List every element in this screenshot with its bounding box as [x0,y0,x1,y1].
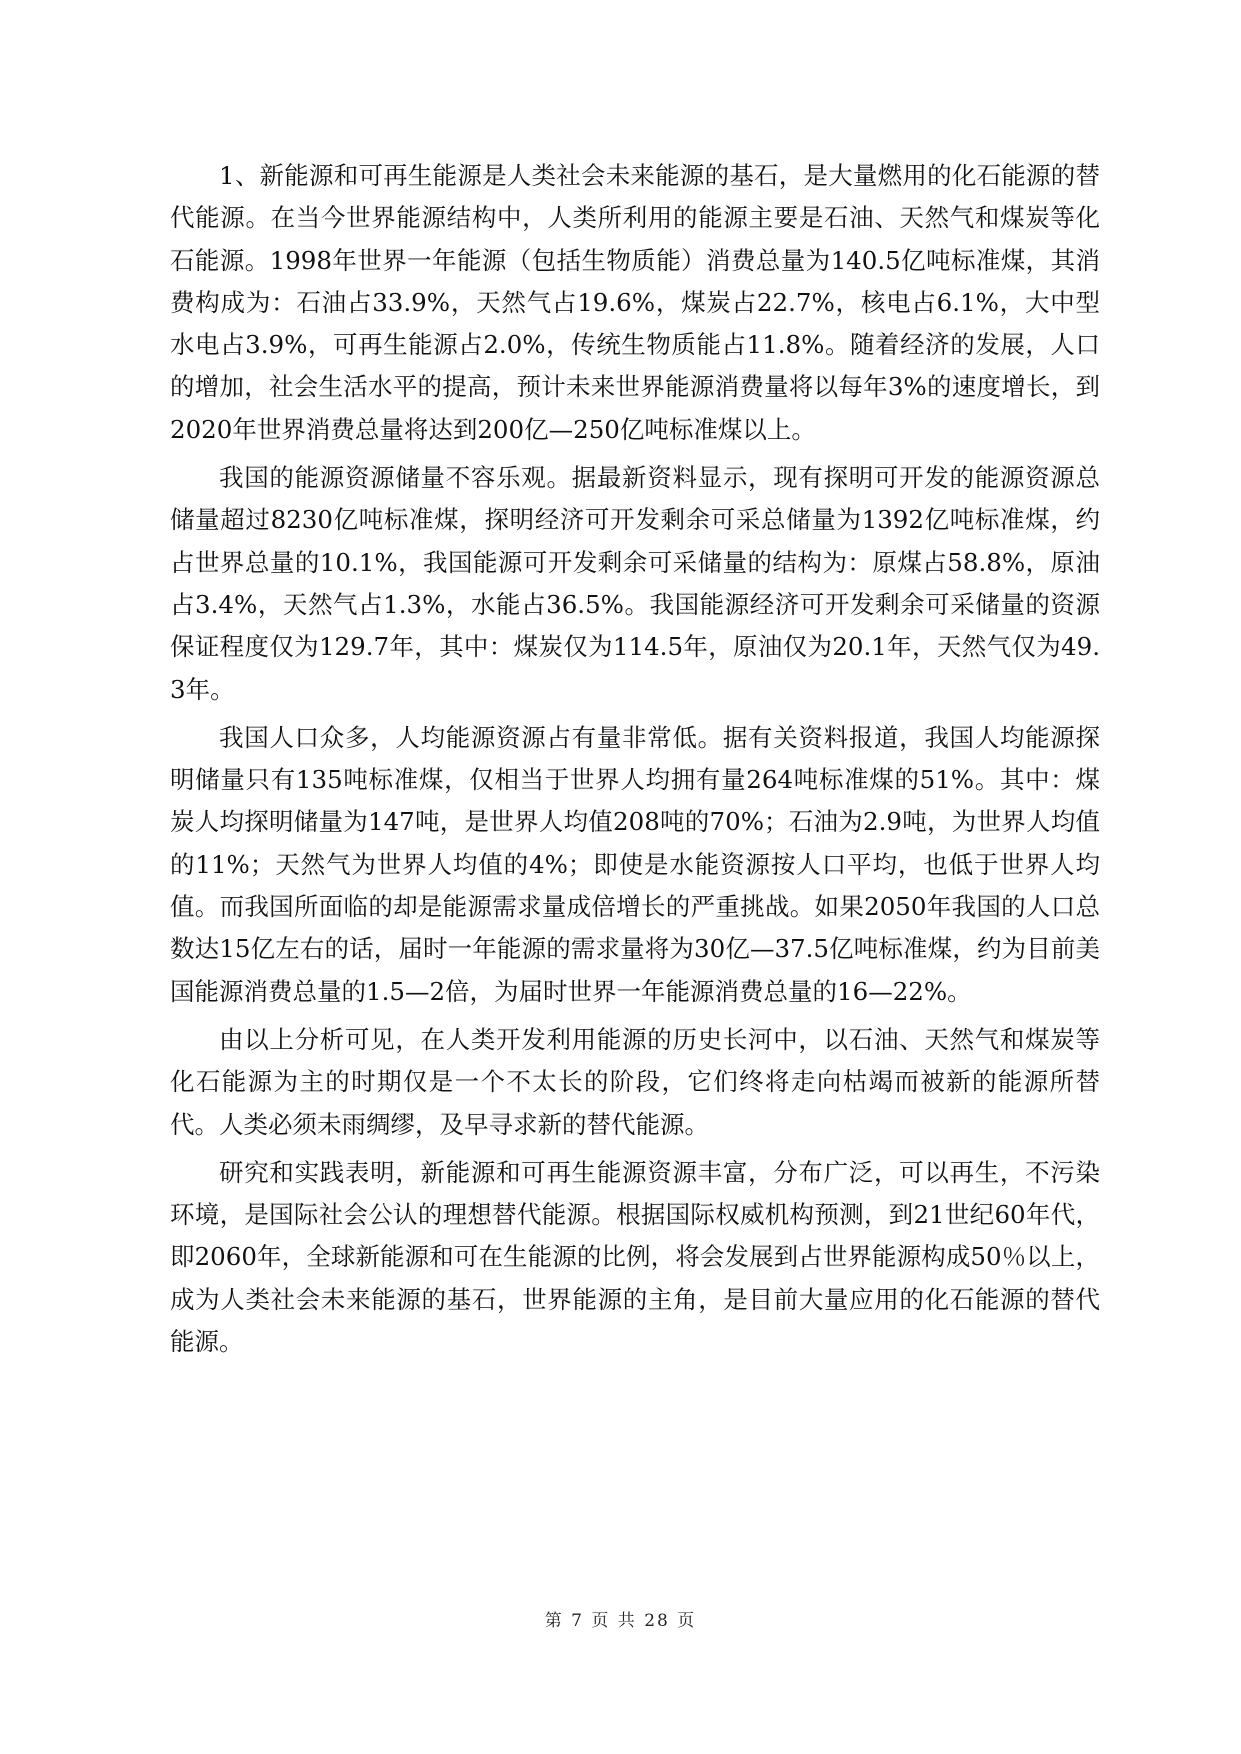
paragraph-1: 1、新能源和可再生能源是人类社会未来能源的基石，是大量燃用的化石能源的替代能源。在当今世界能源结构中，人类所利用的能源主要是石油、天然气和煤炭等化石能源。1998年世界一年能源（包括生物质能）消费总量为140.5亿吨标准煤，其消费构成为：石油占33.9%，天然气占19.6%，煤炭占22.7%，核电占6.1%，大中型水电占3.9%，可再生能源占2.0%，传统生物质能占11.8%。随着经济的发展，人口的增加，社会生活水平的提高，预计未来世界能源消费量将以每年3%的速度增长，到2020年世界消费总量将达到200亿—250亿吨标准煤以上。 [170,161,1100,444]
paragraph-2: 我国的能源资源储量不容乐观。据最新资料显示，现有探明可开发的能源资源总储量超过8230亿吨标准煤，探明经济可开发剩余可采总储量为1392亿吨标准煤，约占世界总量的10.1%，我国能源可开发剩余可采储量的结构为：原煤占58.8%，原油占3.4%，天然气占1.3%，水能占36.5%。我国能源经济可开发剩余可采储量的资源保证程度仅为129.7年，其中：煤炭仅为114.5年，原油仅为20.1年，天然气仅为49.3年。 [170,463,1100,704]
paragraph-3: 我国人口众多，人均能源资源占有量非常低。据有关资料报道，我国人均能源探明储量只有135吨标准煤，仅相当于世界人均拥有量264吨标准煤的51%。其中：煤炭人均探明储量为147吨，是世界人均值208吨的70%；石油为2.9吨，为世界人均值的11%；天然气为世界人均值的4%；即使是水能资源按人口平均，也低于世界人均值。而我国所面临的却是能源需求量成倍增长的严重挑战。如果2050年我国的人口总数达15亿左右的话，届时一年能源的需求量将为30亿—37.5亿吨标准煤，约为目前美国能源消费总量的1.5—2倍，为届时世界一年能源消费总量的16—22%。 [170,722,1100,1006]
paragraph-4: 由以上分析可见，在人类开发利用能源的历史长河中，以石油、天然气和煤炭等化石能源为主的时期仅是一个不太长的阶段，它们终将走向枯竭而被新的能源所替代。人类必须未雨绸缪，及早寻求新的替代能源。 [170,1024,1100,1139]
page-number-footer: 第 7 页 共 28 页 [544,1611,697,1631]
document-body [170,155,1100,1369]
paragraph-5: 研究和实践表明，新能源和可再生能源资源丰富，分布广泛，可以再生，不污染环境，是国际社会公认的理想替代能源。根据国际权威机构预测，到21世纪60年代，即2060年，全球新能源和可在生能源的比例，将会发展到占世界能源构成50％以上，成为人类社会未来能源的基石，世界能源的主角，是目前大量应用的化石能源的替代能源。 [170,1157,1100,1357]
